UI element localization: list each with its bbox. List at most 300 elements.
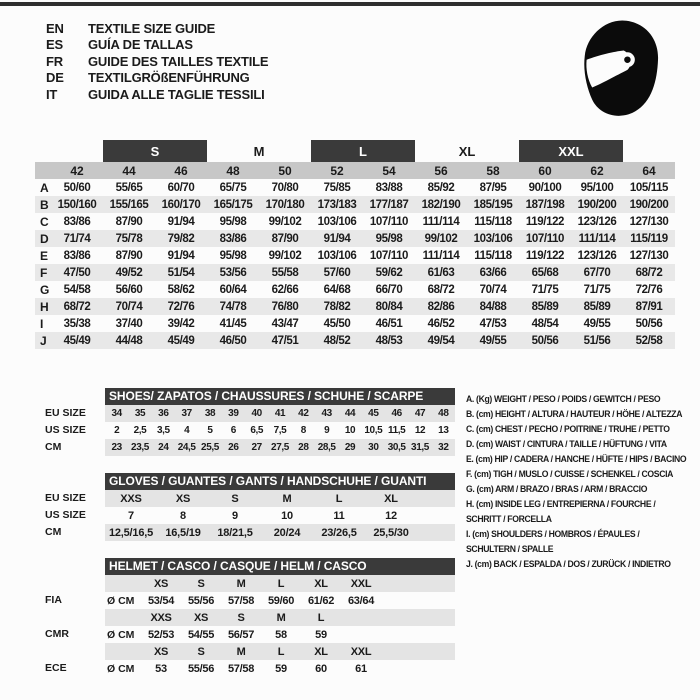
measurement-value: 85/89 xyxy=(531,300,559,313)
measurement-value: 58/62 xyxy=(167,283,195,296)
size-number: 50 xyxy=(278,163,292,178)
measurement-value: 49/52 xyxy=(115,266,143,279)
row-letter: H xyxy=(40,299,49,314)
helmet-size-label: XXL xyxy=(350,577,372,590)
helmet-cm-value: 61/62 xyxy=(307,594,335,607)
helmet-size-label: L xyxy=(277,645,285,658)
row-letter: I xyxy=(40,316,44,331)
shoes-cm-value: 26 xyxy=(228,442,239,453)
measurement-value: 35/38 xyxy=(63,317,91,330)
helmet-cm-value: 55/56 xyxy=(187,662,215,675)
gloves-eu-size: M xyxy=(282,492,292,505)
measurement-value: 76/80 xyxy=(271,300,299,313)
measurement-value: 185/195 xyxy=(473,198,513,211)
shoes-eu-size: 40 xyxy=(251,408,262,419)
helmet-unit-label: Ø CM xyxy=(107,662,135,675)
shoes-us-size: 6 xyxy=(230,425,236,436)
shoes-us-size: 11,5 xyxy=(388,425,406,436)
measurement-row xyxy=(35,315,675,332)
measurement-legend-item xyxy=(466,392,693,407)
measurement-row xyxy=(35,196,675,213)
size-number: 56 xyxy=(434,163,448,178)
size-number: 46 xyxy=(174,163,188,178)
letter-column-spacer xyxy=(35,140,51,162)
measurement-value: 55/65 xyxy=(115,181,143,194)
helmet-cm-value: 58 xyxy=(275,628,287,641)
shoes-cm-value: 30,5 xyxy=(387,442,406,453)
shoes-eu-size: 48 xyxy=(438,408,449,419)
gloves-cm-value: 12,5/16,5 xyxy=(108,526,154,539)
shoes-table xyxy=(105,388,455,456)
measurement-value: 95/98 xyxy=(375,232,403,245)
measurement-value: 87/91 xyxy=(635,300,663,313)
size-group-label: XL xyxy=(458,143,476,159)
shoes-row-label: EU SIZE xyxy=(45,407,86,419)
helmet-cm-value: 54/55 xyxy=(187,628,215,641)
gloves-eu-row xyxy=(105,490,455,507)
size-group-label: L xyxy=(311,140,415,162)
helmet-size-label: XS xyxy=(193,611,209,624)
size-group-row xyxy=(35,140,675,162)
measurement-value: 75/78 xyxy=(115,232,143,245)
legend-line: SCHRITT / FORCELLA xyxy=(466,514,552,524)
measurement-value: 87/90 xyxy=(115,249,143,262)
measurement-value: 91/94 xyxy=(167,249,195,262)
row-letter: G xyxy=(40,282,50,297)
measurement-value: 107/110 xyxy=(525,232,565,245)
measurement-value: 46/51 xyxy=(375,317,403,330)
legend-line: C. (cm) CHEST / PECHO / POITRINE / TRUHE / PETTO xyxy=(466,424,670,434)
measurement-value: 70/80 xyxy=(271,181,299,194)
shoes-cm-value: 27,5 xyxy=(271,442,289,453)
measurement-value: 79/82 xyxy=(167,232,195,245)
measurement-value: 49/55 xyxy=(583,317,611,330)
measurement-value: 49/54 xyxy=(427,334,455,347)
measurement-value: 60/64 xyxy=(219,283,247,296)
shoes-cm-value: 28,5 xyxy=(317,442,336,453)
gloves-us-size: 9 xyxy=(232,509,238,522)
size-number: 48 xyxy=(226,163,240,178)
legend-line: J. (cm) BACK / ESPALDA / DOS / ZURÜCK / INDIETRO xyxy=(466,559,671,569)
measurement-value: 48/54 xyxy=(531,317,559,330)
legend-line: SCHULTERN / SPALLE xyxy=(466,544,554,554)
helmet-cm-value: 59 xyxy=(275,662,287,675)
measurement-value: 46/50 xyxy=(219,334,247,347)
shoes-cm-value: 23 xyxy=(111,442,122,453)
helmet-table xyxy=(105,558,455,677)
measurement-value: 67/70 xyxy=(583,266,611,279)
shoes-cm-value: 23,5 xyxy=(131,442,149,453)
helmet-cm-value: 52/53 xyxy=(147,628,175,641)
shoes-eu-size: 42 xyxy=(298,408,309,419)
measurement-value: 48/52 xyxy=(323,334,351,347)
measurement-value: 41/45 xyxy=(219,317,247,330)
measurement-value: 39/42 xyxy=(167,317,195,330)
shoes-us-size: 9 xyxy=(324,425,330,436)
shoes-us-size: 2,5 xyxy=(133,425,147,436)
shoes-eu-size: 44 xyxy=(344,408,356,419)
shoes-cm-value: 29 xyxy=(344,442,356,453)
guide-title: GUÍA DE TALLAS xyxy=(88,37,193,53)
measurement-value: 64/68 xyxy=(323,283,351,296)
language-code: FR xyxy=(46,53,63,69)
textile-size-table xyxy=(35,140,675,349)
measurement-value: 51/56 xyxy=(583,334,611,347)
language-row xyxy=(46,87,268,103)
measurement-value: 71/74 xyxy=(63,232,91,245)
shoes-eu-size: 35 xyxy=(134,408,146,419)
shoes-us-size: 3,5 xyxy=(156,425,170,436)
measurement-value: 57/60 xyxy=(323,266,351,279)
measurement-value: 62/66 xyxy=(271,283,299,296)
helmet-cm-value: 60 xyxy=(315,662,327,675)
size-number: 54 xyxy=(382,163,396,178)
helmet-cm-value: 53/54 xyxy=(147,594,175,607)
helmet-cm-value: 55/56 xyxy=(187,594,215,607)
gloves-table-header: GLOVES / GUANTES / GANTS / HANDSCHUHE / GUANTI xyxy=(105,473,455,490)
measurement-legend-item xyxy=(466,407,693,422)
helmet-unit-label: Ø CM xyxy=(107,628,135,641)
shoes-row-label: US SIZE xyxy=(45,424,86,436)
shoes-us-size: 6,5 xyxy=(250,425,264,436)
measurement-value: 47/53 xyxy=(479,317,507,330)
measurement-value: 83/86 xyxy=(63,249,91,262)
helmet-size-label: M xyxy=(276,611,286,624)
language-code: IT xyxy=(46,86,58,102)
shoes-cm-value: 24,5 xyxy=(177,442,196,453)
size-group-label: S xyxy=(103,140,207,162)
helmet-size-label: XL xyxy=(314,577,328,590)
measurement-value: 84/88 xyxy=(479,300,507,313)
measurement-value: 68/72 xyxy=(427,283,455,296)
shoes-eu-size: 47 xyxy=(414,408,426,419)
measurement-value: 63/66 xyxy=(479,266,507,279)
measurement-value: 82/86 xyxy=(427,300,455,313)
measurement-value: 127/130 xyxy=(629,249,669,262)
measurement-legend-item xyxy=(466,497,693,527)
gloves-eu-size: XS xyxy=(175,492,191,505)
measurement-value: 51/54 xyxy=(167,266,195,279)
measurement-value: 37/40 xyxy=(115,317,143,330)
shoes-cm-value: 25,5 xyxy=(201,442,219,453)
helmet-size-label: M xyxy=(236,577,246,590)
shoes-cm-value: 28 xyxy=(298,442,309,453)
measurement-value: 45/49 xyxy=(167,334,195,347)
helmet-size-label: L xyxy=(317,611,325,624)
measurement-value: 66/70 xyxy=(375,283,403,296)
measurement-value: 177/187 xyxy=(369,198,409,211)
measurement-value: 50/56 xyxy=(531,334,559,347)
helmet-size-label: XS xyxy=(153,645,169,658)
gloves-us-size: 11 xyxy=(333,509,345,522)
measurement-value: 123/126 xyxy=(577,215,617,228)
measurement-value: 155/165 xyxy=(109,198,149,211)
helmet-cm-value: 63/64 xyxy=(347,594,375,607)
helmet-cm-value: 57/58 xyxy=(227,594,255,607)
measurement-value: 115/119 xyxy=(630,232,668,245)
size-number-row xyxy=(35,162,675,179)
gloves-cm-row xyxy=(105,524,455,541)
row-letter: F xyxy=(40,265,48,280)
legend-line: I. (cm) SHOULDERS / HOMBROS / ÉPAULES / xyxy=(466,529,640,539)
helmet-cm-value: 59/60 xyxy=(267,594,295,607)
measurement-value: 53/56 xyxy=(219,266,247,279)
measurement-value: 54/58 xyxy=(63,283,91,296)
size-number: 62 xyxy=(590,163,604,178)
measurement-value: 95/100 xyxy=(580,181,614,194)
helmet-unit-label: Ø CM xyxy=(107,594,135,607)
size-number: 64 xyxy=(642,163,656,178)
gloves-us-row xyxy=(105,507,455,524)
guide-title: TEXTILGRÖßENFÜHRUNG xyxy=(88,70,250,86)
guide-title: GUIDA ALLE TAGLIE TESSILI xyxy=(88,86,265,102)
gloves-cm-value: 23/26,5 xyxy=(321,526,357,539)
legend-line: H. (cm) INSIDE LEG / ENTREPIERNA / FOURCHE / xyxy=(466,499,656,509)
measurement-value: 103/106 xyxy=(473,232,513,245)
measurement-value: 91/94 xyxy=(167,215,195,228)
shoes-us-size: 10,5 xyxy=(364,425,383,436)
helmet-standard-name: ECE xyxy=(45,662,67,674)
size-group-label: M xyxy=(253,143,265,159)
gloves-row-label: EU SIZE xyxy=(45,492,86,504)
shoes-cm-value: 24 xyxy=(158,442,169,453)
helmet-standard-name: FIA xyxy=(45,594,62,606)
measurement-value: 111/114 xyxy=(578,232,616,245)
shoes-cm-value: 32 xyxy=(438,442,449,453)
shoes-eu-size: 38 xyxy=(204,408,216,419)
shoes-us-size: 8 xyxy=(300,425,306,436)
shoes-us-size: 13 xyxy=(438,425,449,436)
measurement-row xyxy=(35,298,675,315)
measurement-value: 47/51 xyxy=(271,334,299,347)
shoes-cm-value: 30 xyxy=(368,442,379,453)
measurement-value: 71/75 xyxy=(531,283,559,296)
measurement-value: 99/102 xyxy=(424,232,458,245)
measurement-legend-item xyxy=(466,482,693,497)
legend-line: A. (Kg) WEIGHT / PESO / POIDS / GEWITCH / PESO xyxy=(466,394,661,404)
measurement-row xyxy=(35,179,675,196)
measurement-value: 190/200 xyxy=(577,198,617,211)
gloves-cm-value: 25,5/30 xyxy=(373,526,409,539)
measurement-value: 160/170 xyxy=(161,198,201,211)
legend-line: B. (cm) HEIGHT / ALTURA / HAUTEUR / HÖHE / ALTEZZA xyxy=(466,409,683,419)
helmet-values-row xyxy=(105,660,455,677)
helmet-cm-value: 59 xyxy=(315,628,327,641)
guide-title: TEXTILE SIZE GUIDE xyxy=(88,21,216,36)
helmet-cm-value: 56/57 xyxy=(227,628,255,641)
measurement-value: 95/98 xyxy=(219,249,247,262)
gloves-eu-size: L xyxy=(335,492,343,505)
measurement-value: 70/74 xyxy=(115,300,143,313)
measurement-value: 47/50 xyxy=(63,266,91,279)
gloves-row-label: CM xyxy=(45,526,62,538)
measurement-value: 173/183 xyxy=(317,198,357,211)
gloves-cm-value: 18/21,5 xyxy=(217,526,253,539)
measurement-value: 61/63 xyxy=(427,266,455,279)
measurement-value: 170/180 xyxy=(265,198,305,211)
shoes-us-size: 10 xyxy=(344,425,356,436)
gloves-row-labels xyxy=(45,473,103,541)
measurement-value: 107/110 xyxy=(369,215,409,228)
legend-line: F. (cm) TIGH / MUSLO / CUISSE / SCHENKEL / COSCIA xyxy=(466,469,674,479)
legend-line: G. (cm) ARM / BRAZO / BRAS / ARM / BRACCIO xyxy=(466,484,648,494)
measurement-value: 56/60 xyxy=(115,283,143,296)
measurement-legend-item xyxy=(466,527,693,557)
measurement-value: 43/47 xyxy=(271,317,299,330)
shoes-us-size: 2 xyxy=(114,425,120,436)
size-number: 42 xyxy=(70,163,84,178)
measurement-value: 50/56 xyxy=(635,317,663,330)
measurement-value: 45/49 xyxy=(63,334,91,347)
helmet-size-label: S xyxy=(197,577,205,590)
row-letter: C xyxy=(40,214,49,229)
shoes-cm-value: 27 xyxy=(251,442,262,453)
gloves-us-size: 7 xyxy=(128,509,134,522)
helmet-values-row xyxy=(105,626,455,643)
shoes-row-label: CM xyxy=(45,441,62,453)
measurement-value: 45/50 xyxy=(323,317,351,330)
size-group-label: XXL xyxy=(519,140,623,162)
measurement-value: 44/48 xyxy=(115,334,143,347)
measurement-value: 50/60 xyxy=(63,181,91,194)
shoes-cm-value: 31,5 xyxy=(411,442,429,453)
shoes-us-size: 5 xyxy=(207,425,213,436)
row-letter: B xyxy=(40,197,49,212)
measurement-value: 85/92 xyxy=(427,181,455,194)
measurement-value: 111/114 xyxy=(422,215,460,228)
helmet-size-label: S xyxy=(237,611,245,624)
shoes-eu-size: 46 xyxy=(391,408,402,419)
gloves-row-label: US SIZE xyxy=(45,509,86,521)
gloves-table xyxy=(105,473,455,541)
top-border xyxy=(0,2,700,6)
measurement-value: 59/62 xyxy=(375,266,403,279)
measurement-value: 74/78 xyxy=(219,300,247,313)
helmet-size-label: XS xyxy=(153,577,169,590)
language-code: ES xyxy=(46,37,63,53)
measurement-value: 123/126 xyxy=(577,249,617,262)
measurement-row xyxy=(35,247,675,264)
racing-helmet-icon xyxy=(572,18,668,120)
measurement-value: 99/102 xyxy=(268,249,302,262)
helmet-size-label: XXL xyxy=(350,645,372,658)
measurement-value: 182/190 xyxy=(421,198,461,211)
gloves-cm-value: 20/24 xyxy=(273,526,301,539)
measurement-value: 91/94 xyxy=(323,232,351,245)
measurement-value: 60/70 xyxy=(167,181,195,194)
measurement-value: 55/58 xyxy=(271,266,299,279)
helmet-cm-value: 61 xyxy=(355,662,367,675)
measurement-value: 68/72 xyxy=(635,266,663,279)
helmet-size-label: S xyxy=(197,645,205,658)
measurement-legend-item xyxy=(466,422,693,437)
shoes-eu-row xyxy=(105,405,455,422)
size-number: 52 xyxy=(330,163,344,178)
measurement-row xyxy=(35,213,675,230)
measurement-legend-item xyxy=(466,437,693,452)
shoes-eu-size: 36 xyxy=(158,408,169,419)
measurement-value: 83/86 xyxy=(219,232,247,245)
measurement-value: 127/130 xyxy=(629,215,669,228)
measurement-row xyxy=(35,264,675,281)
helmet-sizes-row xyxy=(105,575,455,592)
measurement-value: 65/68 xyxy=(531,266,559,279)
shoes-table-header: SHOES/ ZAPATOS / CHAUSSURES / SCHUHE / SCARPE xyxy=(105,388,455,405)
gloves-us-size: 10 xyxy=(281,509,293,522)
measurement-value: 111/114 xyxy=(422,249,460,262)
shoes-eu-size: 34 xyxy=(111,408,122,419)
gloves-cm-value: 16,5/19 xyxy=(165,526,201,539)
language-row xyxy=(46,54,268,70)
measurement-value: 49/55 xyxy=(479,334,507,347)
measurement-value: 71/75 xyxy=(583,283,611,296)
measurement-value: 80/84 xyxy=(375,300,403,313)
measurement-row xyxy=(35,332,675,349)
measurement-value: 103/106 xyxy=(317,215,357,228)
size-number: 44 xyxy=(122,163,136,178)
helmet-table-header: HELMET / CASCO / CASQUE / HELM / CASCO xyxy=(105,558,455,575)
shoes-eu-size: 45 xyxy=(368,408,379,419)
measurement-legend-item xyxy=(466,557,693,572)
shoes-eu-size: 37 xyxy=(181,408,192,419)
measurement-value: 119/122 xyxy=(525,249,565,262)
helmet-standard-name: CMR xyxy=(45,628,69,640)
language-row xyxy=(46,70,268,86)
column-42-spacer xyxy=(51,140,103,162)
measurement-value: 83/86 xyxy=(63,215,91,228)
language-row xyxy=(46,37,268,53)
measurement-legend-item xyxy=(466,452,693,467)
measurement-value: 187/198 xyxy=(525,198,565,211)
measurement-value: 165/175 xyxy=(213,198,253,211)
measurement-value: 75/85 xyxy=(323,181,351,194)
measurement-value: 119/122 xyxy=(525,215,565,228)
measurement-value: 105/115 xyxy=(629,181,669,194)
measurement-value: 52/58 xyxy=(635,334,663,347)
shoes-eu-size: 43 xyxy=(321,408,332,419)
shoes-us-size: 4 xyxy=(184,425,190,436)
measurement-value: 90/100 xyxy=(528,181,562,194)
measurement-value: 72/76 xyxy=(635,283,663,296)
measurement-value: 107/110 xyxy=(369,249,409,262)
language-title-block xyxy=(46,21,268,103)
shoes-row-labels xyxy=(45,388,103,456)
measurement-value: 87/95 xyxy=(479,181,507,194)
measurement-value: 72/76 xyxy=(167,300,195,313)
helmet-size-label: XXS xyxy=(150,611,172,624)
helmet-sizes-row xyxy=(105,609,455,626)
shoes-us-row xyxy=(105,422,455,439)
measurement-legend-item xyxy=(466,467,693,482)
language-code: DE xyxy=(46,70,64,86)
language-code: EN xyxy=(46,21,64,36)
measurement-value: 150/160 xyxy=(57,198,97,211)
row-letter: E xyxy=(40,248,49,263)
helmet-size-label: L xyxy=(277,577,285,590)
gloves-us-size: 12 xyxy=(385,509,397,522)
measurement-value: 70/74 xyxy=(479,283,507,296)
row-letter: J xyxy=(40,333,47,348)
measurement-value: 115/118 xyxy=(474,249,512,262)
language-row xyxy=(46,21,268,37)
measurement-legend xyxy=(466,392,693,572)
measurement-value: 78/82 xyxy=(323,300,351,313)
measurement-value: 115/118 xyxy=(474,215,512,228)
helmet-values-row xyxy=(105,592,455,609)
measurement-row xyxy=(35,281,675,298)
shoes-cm-row xyxy=(105,439,455,456)
measurement-value: 190/200 xyxy=(629,198,669,211)
